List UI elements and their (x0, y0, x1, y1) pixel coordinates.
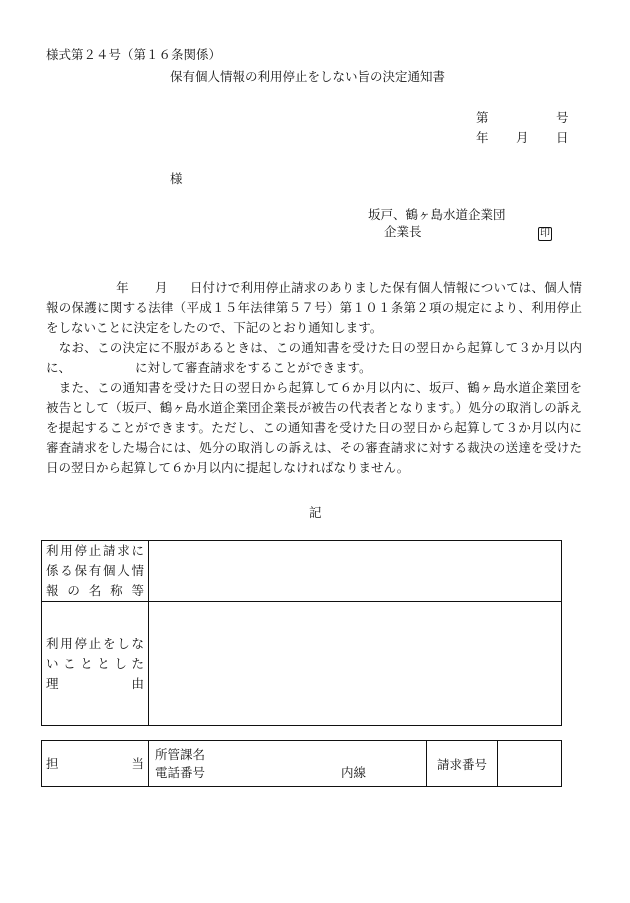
reason-value-cell[interactable] (149, 602, 562, 726)
contact-info-cell (149, 741, 427, 787)
request-number-label-cell (427, 741, 498, 787)
date-day: 日 (556, 130, 569, 145)
paragraph-1 (46, 278, 582, 338)
date-year: 年 (476, 130, 489, 145)
document-title: 保有個人情報の利用停止をしない旨の決定通知書 (170, 69, 446, 84)
label-line: 利用停止をしな (46, 635, 144, 651)
tanto-label: 担当 (46, 755, 144, 771)
dept-label: 所管課名 (155, 746, 206, 762)
label-line: 報の名称等 (46, 583, 144, 598)
p1-year: 年 (116, 280, 129, 295)
table-row (42, 541, 562, 602)
table-row (42, 602, 562, 726)
request-number-value-cell[interactable] (498, 741, 562, 787)
phone-label: 電話番号 (155, 764, 206, 780)
p2-text-b: に対して審査請求をすることができます。 (135, 360, 372, 375)
doc-number-suffix: 号 (556, 110, 569, 125)
label-line: いこととした (46, 655, 144, 671)
request-number-label: 請求番号 (436, 756, 487, 772)
label-line: 利用停止請求に (46, 543, 144, 558)
reason-label-cell (42, 602, 149, 726)
table-row (42, 741, 562, 787)
addressee-suffix: 様 (170, 171, 183, 186)
contact-table (41, 740, 562, 787)
doc-number-prefix: 第 (476, 110, 489, 125)
p1-text: 日付けで利用停止請求のありました保有個人情報については、個人情報の保護に関する法律（平成１５年法律第５７号）第１０１条第２項の規定により、利用停止をしないことに決定をしたので、下記のとおり通知します。 (46, 280, 582, 335)
seal-icon: 印 (540, 228, 550, 239)
item-name-label-cell (42, 541, 149, 602)
ki-label: 記 (309, 505, 322, 520)
date-month: 月 (516, 130, 529, 145)
paragraph-2 (46, 338, 582, 378)
extension-label: 内線 (341, 764, 367, 780)
form-number: 様式第２４号（第１６条関係） (46, 47, 222, 62)
body-text (46, 278, 582, 478)
item-name-value-cell[interactable] (149, 541, 562, 602)
detail-table (41, 540, 562, 726)
label-line: 係る保有個人情 (46, 563, 144, 578)
phone-line (155, 764, 426, 782)
seal-mark (538, 224, 552, 241)
label-line: 理由 (46, 675, 144, 691)
p2-text-a: なお、この決定に不服があるときは、この通知書を受けた日の翌日から起算して３か月以内に、 (46, 340, 582, 375)
p1-month: 月 (154, 280, 168, 295)
tanto-label-cell (42, 741, 149, 787)
paragraph-3: また、この通知書を受けた日の翌日から起算して６か月以内に、坂戸、鶴ヶ島水道企業団を被告として（坂戸、鶴ヶ島水道企業団企業長が被告の代表者となります。）処分の取消しの訴えを提起することができます。ただし、この通知書を受けた日の翌日から起算して３か月以内に審査請求をした場合には、処分の取消しの訴えは、その審査請求に対する裁決の送達を受けた日の翌日から起算して６か月以内に提起しなければなりません。 (46, 380, 582, 475)
issuer-org: 坂戸、鶴ヶ島水道企業団 (368, 207, 506, 222)
issuer-title: 企業長 (384, 224, 422, 239)
